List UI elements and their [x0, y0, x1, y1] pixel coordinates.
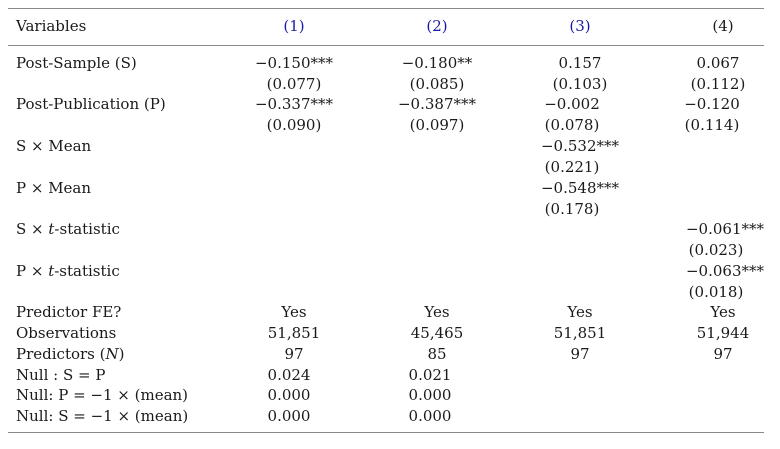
row-label-p-x-t-statistic: P × t-statistic	[16, 262, 120, 280]
footer-label-predictor-fe: Predictor FE?	[16, 303, 122, 321]
table-top-rule	[8, 8, 764, 9]
coef-cell: −0.180**	[401, 54, 473, 72]
footer-cell: 45,465	[410, 324, 464, 342]
table-header-rule	[8, 45, 764, 46]
footer-cell: 51,851	[553, 324, 607, 342]
column-header-1[interactable]: (1)	[283, 17, 305, 35]
footer-cell: 97	[713, 345, 733, 363]
footer-cell: 85	[427, 345, 447, 363]
footer-cell: Yes	[567, 303, 593, 321]
se-cell: (0.103)	[552, 75, 608, 93]
footer-cell: 97	[284, 345, 304, 363]
coef-cell: −0.387***	[397, 95, 477, 113]
footer-cell: 0.000	[408, 386, 452, 404]
row-label-p-x-mean: P × Mean	[16, 179, 92, 197]
se-cell: (0.112)	[690, 75, 746, 93]
footer-label-null-p-mean: Null: P = −1 × (mean)	[16, 386, 189, 404]
footer-label-null-s-eq-p: Null : S = P	[16, 366, 106, 384]
se-cell: (0.221)	[544, 158, 600, 176]
se-cell: (0.114)	[684, 116, 740, 134]
footer-label-observations: Observations	[16, 324, 117, 342]
coef-cell: −0.063***	[685, 262, 765, 280]
se-cell: (0.090)	[266, 116, 322, 134]
coef-cell: 0.067	[696, 54, 740, 72]
column-header-2[interactable]: (2)	[426, 17, 448, 35]
footer-cell: 0.000	[408, 407, 452, 425]
coef-cell: −0.532***	[540, 137, 620, 155]
variables-header: Variables	[16, 17, 87, 35]
footer-cell: 97	[570, 345, 590, 363]
coef-cell: −0.120	[684, 95, 740, 113]
row-label-post-sample: Post-Sample (S)	[16, 54, 137, 72]
footer-cell: 51,851	[267, 324, 321, 342]
footer-cell: 0.000	[267, 407, 311, 425]
se-cell: (0.018)	[688, 283, 744, 301]
row-label-s-x-mean: S × Mean	[16, 137, 92, 155]
footer-cell: 0.024	[267, 366, 311, 384]
se-cell: (0.078)	[544, 116, 600, 134]
coef-cell: −0.337***	[254, 95, 334, 113]
column-header-4: (4)	[712, 17, 734, 35]
se-cell: (0.097)	[409, 116, 465, 134]
table-bottom-rule	[8, 432, 764, 433]
footer-cell: 0.021	[408, 366, 452, 384]
coef-cell: −0.002	[544, 95, 600, 113]
footer-label-predictors: Predictors (N)	[16, 345, 125, 363]
footer-cell: Yes	[281, 303, 307, 321]
coef-cell: −0.548***	[540, 179, 620, 197]
coef-cell: −0.061***	[685, 220, 765, 238]
footer-cell: 51,944	[696, 324, 750, 342]
se-cell: (0.023)	[688, 241, 744, 259]
footer-cell: Yes	[424, 303, 450, 321]
coef-cell: 0.157	[558, 54, 602, 72]
se-cell: (0.077)	[266, 75, 322, 93]
footer-cell: Yes	[710, 303, 736, 321]
coef-cell: −0.150***	[254, 54, 334, 72]
se-cell: (0.178)	[544, 200, 600, 218]
footer-label-null-s-mean: Null: S = −1 × (mean)	[16, 407, 189, 425]
footer-cell: 0.000	[267, 386, 311, 404]
row-label-s-x-t-statistic: S × t-statistic	[16, 220, 120, 238]
row-label-post-publication: Post-Publication (P)	[16, 95, 166, 113]
se-cell: (0.085)	[409, 75, 465, 93]
column-header-3[interactable]: (3)	[569, 17, 591, 35]
